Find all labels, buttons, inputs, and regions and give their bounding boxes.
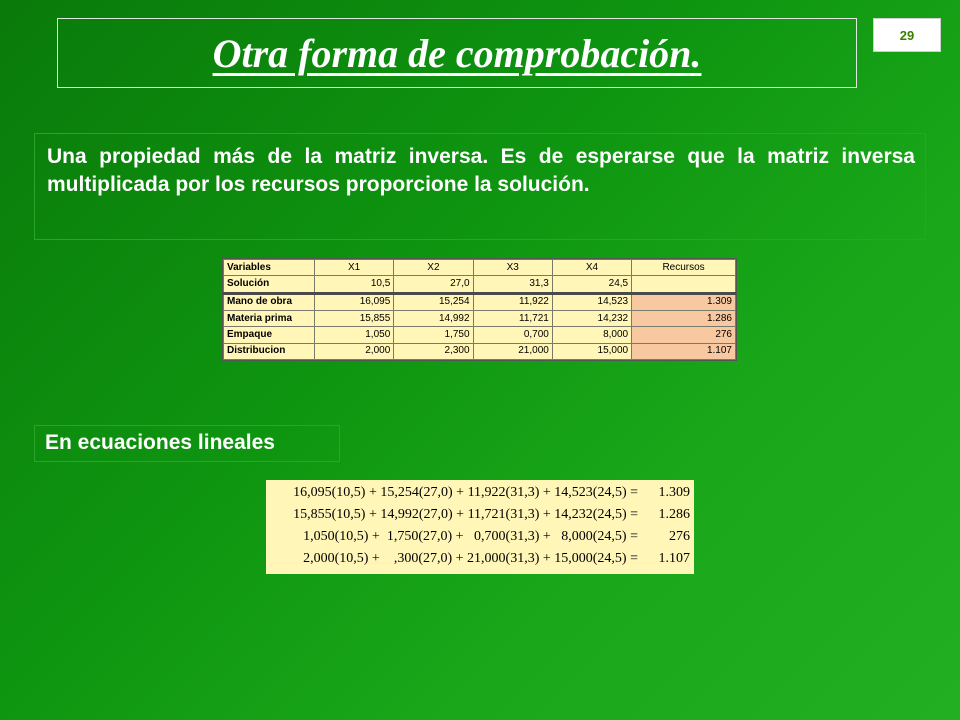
equation-rhs: 1.107 <box>658 551 690 566</box>
table-cell: 0,700 <box>473 327 552 343</box>
table-cell: 15,855 <box>315 311 394 327</box>
equation-lhs: 15,855(10,5) + 14,992(27,0) + 11,721(31,3) + 14,232(24,5) = <box>293 507 638 522</box>
page-title: Otra forma de comprobación. <box>212 30 702 76</box>
resource-cell: 1.286 <box>632 311 736 327</box>
table-cell: 2,300 <box>394 343 473 359</box>
row-label: Materia prima <box>224 311 315 327</box>
solution-row <box>224 276 736 293</box>
table-row <box>224 343 736 359</box>
equation-line <box>270 504 690 526</box>
table-cell: 15,254 <box>394 293 473 310</box>
row-label: Distribucion <box>224 343 315 359</box>
table-cell: 31,3 <box>473 276 552 293</box>
table-cell: 11,721 <box>473 311 552 327</box>
table-cell: 8,000 <box>552 327 631 343</box>
table-cell <box>632 276 736 293</box>
data-table <box>223 259 736 360</box>
equation-rhs: 276 <box>669 529 690 544</box>
header-cell: X2 <box>394 260 473 276</box>
table-cell: 10,5 <box>315 276 394 293</box>
table-cell: 24,5 <box>552 276 631 293</box>
equation-lhs: 2,000(10,5) + ,300(27,0) + 21,000(31,3) + 15,000(24,5) = <box>303 551 638 566</box>
row-label: Mano de obra <box>224 293 315 310</box>
resource-cell: 1.309 <box>632 293 736 310</box>
resource-cell: 276 <box>632 327 736 343</box>
table-cell: 21,000 <box>473 343 552 359</box>
spreadsheet-table <box>222 258 737 361</box>
header-cell: X4 <box>552 260 631 276</box>
table-cell: 14,232 <box>552 311 631 327</box>
table-cell: 11,922 <box>473 293 552 310</box>
table-cell: 1,750 <box>394 327 473 343</box>
table-cell: 14,523 <box>552 293 631 310</box>
header-cell: Recursos <box>632 260 736 276</box>
equation-line <box>270 548 690 570</box>
table-cell: 1,050 <box>315 327 394 343</box>
title-box <box>57 18 857 88</box>
header-cell: X3 <box>473 260 552 276</box>
subtitle: En ecuaciones lineales <box>34 425 340 462</box>
equation-lhs: 16,095(10,5) + 15,254(27,0) + 11,922(31,3) + 14,523(24,5) = <box>293 485 638 500</box>
equation-lhs: 1,050(10,5) + 1,750(27,0) + 0,700(31,3) + 8,000(24,5) = <box>303 529 638 544</box>
table-cell: 15,000 <box>552 343 631 359</box>
table-row <box>224 293 736 310</box>
row-label: Empaque <box>224 327 315 343</box>
header-cell: Variables <box>224 260 315 276</box>
table-cell: 16,095 <box>315 293 394 310</box>
equation-line <box>270 526 690 548</box>
equation-rhs: 1.309 <box>658 485 690 500</box>
equation-rhs: 1.286 <box>658 507 690 522</box>
table-cell: 14,992 <box>394 311 473 327</box>
row-label: Solución <box>224 276 315 293</box>
equations-box <box>266 480 694 574</box>
header-cell: X1 <box>315 260 394 276</box>
table-cell: 27,0 <box>394 276 473 293</box>
table-cell: 2,000 <box>315 343 394 359</box>
resource-cell: 1.107 <box>632 343 736 359</box>
table-row <box>224 311 736 327</box>
intro-paragraph: Una propiedad más de la matriz inversa. Es de esperarse que la matriz inversa multiplicada por los recursos proporcione la solución. <box>34 133 926 240</box>
table-header-row <box>224 260 736 276</box>
page-number: 29 <box>873 18 941 52</box>
table-row <box>224 327 736 343</box>
equation-line <box>270 482 690 504</box>
